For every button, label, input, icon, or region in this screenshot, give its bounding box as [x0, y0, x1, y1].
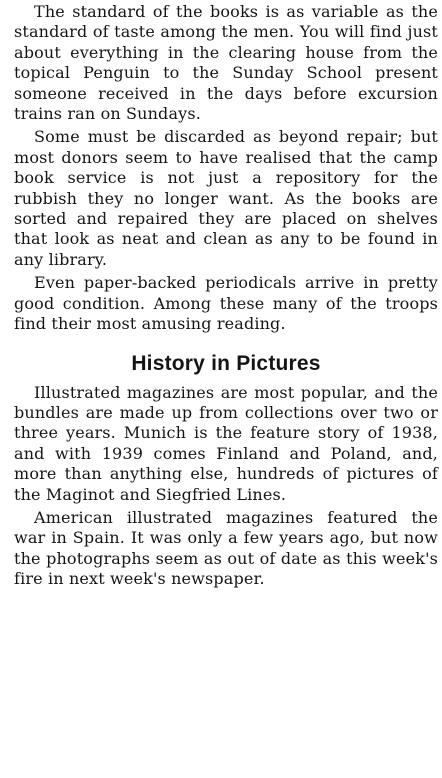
- paragraph-illustrated-magazines: Illustrated magazines are most popular, and the bundles are made up from collections over two or three years. Munich is the feature story of 1938, and with 1939 comes Finland and Poland, and, more than anything else, hundreds of pictures of the Maginot and Siegfried Lines.: [14, 382, 438, 504]
- paragraph-book-standards: The standard of the books is as variable as the standard of taste among the men. You will find just about everything in the clearing house from the topical Penguin to the Sunday School present someone received in the days before excursion trains ran on Sundays.: [14, 2, 438, 124]
- section-heading: History in Pictures: [131, 351, 321, 375]
- paragraph-periodicals: Even paper-backed periodicals arrive in pretty good condition. Among these many of the troops find their most amusing reading.: [14, 273, 438, 334]
- article-column: [14, 2, 438, 593]
- paragraph-american-magazines: American illustrated magazines featured the war in Spain. It was only a few years ago, but now the photographs seem as out of date as this week's fire in next week's newspaper.: [14, 507, 438, 589]
- paragraph-discarded-books: Some must be discarded as beyond repair; but most donors seem to have realised that the camp book service is not just a repository for the rubbish they no longer want. As the books are sorted and repaired they are placed on shelves that look as neat and clean as any to be found in any library.: [14, 127, 438, 269]
